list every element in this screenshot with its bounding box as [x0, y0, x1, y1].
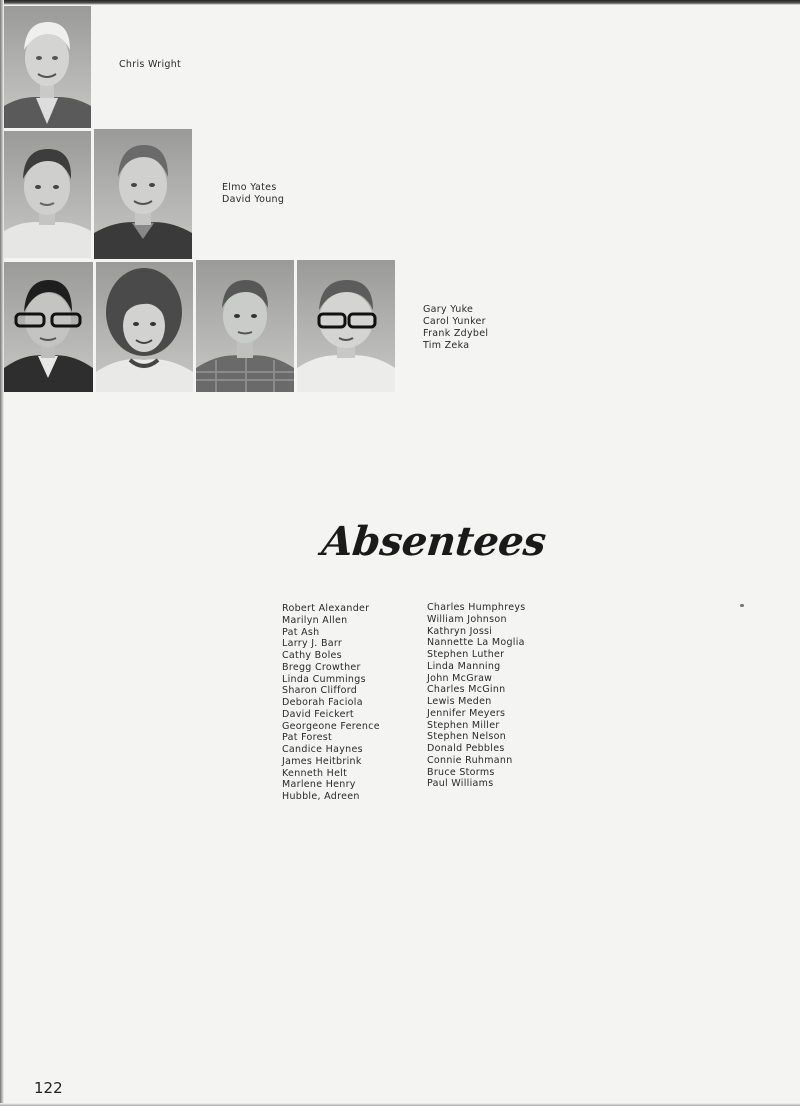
absentee-name: Sharon Clifford: [282, 685, 358, 697]
absentee-name: Stephen Nelson: [427, 731, 507, 743]
student-photo-chris-wright: [4, 6, 91, 128]
absentees-left-column: [282, 603, 380, 803]
absentee-name: Paul Williams: [427, 778, 494, 790]
absentee-name: Nannette La Moglia: [427, 637, 525, 649]
absentee-name: Connie Ruhmann: [427, 754, 513, 766]
absentee-name: William Johnson: [427, 613, 507, 625]
student-photo-tim-zeka: [297, 260, 395, 392]
row-1-names: [119, 59, 181, 71]
page-number: 122: [34, 1079, 63, 1097]
absentee-name: Cathy Boles: [282, 650, 342, 661]
absentees-heading: Absentees: [319, 518, 548, 565]
student-name: Chris Wright: [119, 59, 182, 70]
absentee-name: Pat Ash: [282, 626, 320, 638]
absentee-name: Georgeone Ference: [282, 720, 380, 732]
absentee-name: Stephen Luther: [427, 649, 505, 660]
absentee-name: Deborah Faciola: [282, 697, 363, 708]
absentee-name: James Heitbrink: [282, 755, 362, 767]
absentee-name: Charles McGinn: [427, 684, 506, 696]
absentee-name: Marilyn Allen: [282, 614, 348, 626]
absentee-name: Bregg Crowther: [282, 661, 361, 673]
page-top-edge: [0, 0, 800, 5]
absentee-name: Jennifer Meyers: [427, 707, 506, 719]
student-photo-carol-yunker: [96, 262, 193, 392]
print-speck: [740, 604, 744, 607]
student-photo-david-young: [94, 129, 192, 259]
absentee-name: Donald Pebbles: [427, 743, 505, 754]
row-2-names: [222, 182, 284, 206]
student-name: Frank Zdybel: [423, 328, 489, 339]
student-photo-frank-zdybel: [196, 260, 294, 392]
absentee-name: Hubble, Adreen: [282, 791, 360, 802]
absentee-name: John McGraw: [427, 672, 493, 684]
student-name: Elmo Yates: [222, 182, 277, 193]
absentee-name: Linda Manning: [427, 660, 501, 672]
absentee-name: Pat Forest: [282, 732, 333, 744]
absentee-name: Charles Humphreys: [427, 602, 526, 613]
student-name: David Young: [222, 194, 285, 205]
student-name: Gary Yuke: [423, 304, 474, 315]
absentee-name: Lewis Meden: [427, 696, 492, 707]
absentee-name: Marlene Henry: [282, 779, 356, 791]
absentee-name: Kenneth Helt: [282, 767, 348, 779]
absentees-right-column: [427, 602, 526, 790]
student-name: Tim Zeka: [423, 340, 470, 351]
absentee-name: Linda Cummings: [282, 673, 366, 685]
absentee-name: Stephen Miller: [427, 719, 500, 731]
student-name: Carol Yunker: [423, 316, 486, 327]
student-photo-elmo-yates: [4, 131, 91, 258]
absentee-name: Kathryn Jossi: [427, 625, 493, 637]
absentee-name: Candice Haynes: [282, 744, 363, 755]
absentee-name: Larry J. Barr: [282, 638, 343, 650]
absentee-name: Bruce Storms: [427, 766, 495, 778]
row-3-names: [423, 304, 488, 352]
absentee-name: David Feickert: [282, 708, 354, 720]
student-photo-gary-yuke: [4, 262, 93, 392]
absentee-name: Robert Alexander: [282, 603, 370, 614]
